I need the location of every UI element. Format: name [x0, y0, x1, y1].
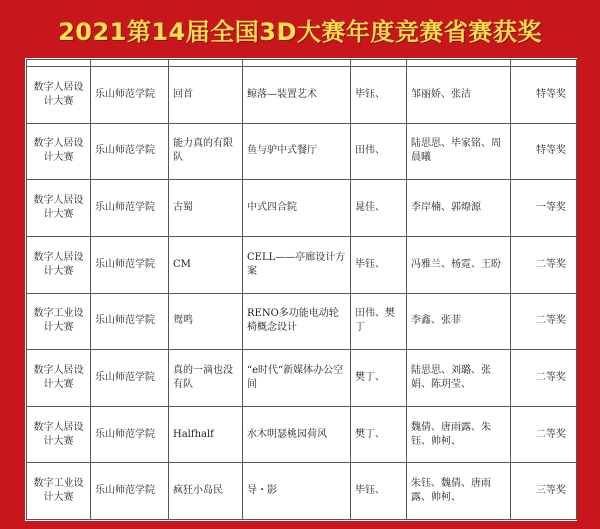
cell-work: “e时代“新媒体办公空间 — [243, 350, 351, 407]
cell-work: 鲸落—装置艺术 — [243, 67, 351, 124]
awards-table-sheet — [25, 58, 577, 521]
cell-award: 一等奖 — [511, 180, 577, 237]
cell-teacher: 毕钰、 — [351, 67, 407, 124]
page-title: 2021第14届全国3D大赛年度竞赛省赛获奖 — [58, 17, 542, 46]
cell-award: 特等奖 — [511, 123, 577, 180]
cell-teacher: 晁佳、 — [351, 180, 407, 237]
cell-students: 陆思思、毕家铭、周晨曦 — [407, 123, 511, 180]
cell-work: 鱼与驴中式餐厅 — [243, 123, 351, 180]
cell-students: 邹丽娇、张洁 — [407, 67, 511, 124]
cell-teacher: 毕钰、 — [351, 236, 407, 293]
cell-teacher: 田伟、樊丁 — [351, 293, 407, 350]
cell-students: 朱钰、魏倩、唐雨露、帅柯、 — [407, 463, 511, 520]
cell-team: 鸳鸣 — [169, 293, 243, 350]
cell-school: 乐山师范学院 — [91, 463, 169, 520]
cell-category: 数字人居设计大赛 — [27, 236, 91, 293]
cell-teacher: 樊丁、 — [351, 406, 407, 463]
table-top-gap-row — [27, 60, 577, 67]
cell-school: 乐山师范学院 — [91, 293, 169, 350]
cell-students: 冯雅兰、杨霓、王盼 — [407, 236, 511, 293]
cell-work: 水木明瑟桃园荷风 — [243, 406, 351, 463]
cell-award: 二等奖 — [511, 293, 577, 350]
cell-work: 导・影 — [243, 463, 351, 520]
awards-table — [26, 59, 577, 520]
cell-students: 李岸楠、郭燎源 — [407, 180, 511, 237]
cell-category: 数字人居设计大赛 — [27, 123, 91, 180]
cell-work: 中式四合院 — [243, 180, 351, 237]
table-row — [27, 67, 577, 124]
cell-work: RENO多功能电动轮椅概念设计 — [243, 293, 351, 350]
cell-category: 数字工业设计大赛 — [27, 293, 91, 350]
cell-team: Halfhalf — [169, 406, 243, 463]
cell-award: 三等奖 — [511, 463, 577, 520]
cell-team: 回首 — [169, 67, 243, 124]
table-row — [27, 180, 577, 237]
table-row — [27, 406, 577, 463]
table-row — [27, 293, 577, 350]
cell-students: 魏倩、唐雨露、朱钰、帅柯、 — [407, 406, 511, 463]
cell-team: 真的一滴也没有队 — [169, 350, 243, 407]
cell-team: 古蜀 — [169, 180, 243, 237]
cell-school: 乐山师范学院 — [91, 236, 169, 293]
cell-students: 陆思思、刘璐、张娟、陈玥莹、 — [407, 350, 511, 407]
cell-category: 数字人居设计大赛 — [27, 67, 91, 124]
cell-team: 能力真的有限队 — [169, 123, 243, 180]
table-row — [27, 463, 577, 520]
cell-award: 二等奖 — [511, 236, 577, 293]
cell-category: 数字人居设计大赛 — [27, 350, 91, 407]
table-row — [27, 236, 577, 293]
table-row — [27, 123, 577, 180]
cell-school: 乐山师范学院 — [91, 406, 169, 463]
cell-school: 乐山师范学院 — [91, 350, 169, 407]
cell-award: 特等奖 — [511, 67, 577, 124]
cell-school: 乐山师范学院 — [91, 67, 169, 124]
cell-category: 数字人居设计大赛 — [27, 180, 91, 237]
cell-teacher: 田伟、 — [351, 123, 407, 180]
cell-category: 数字人居设计大赛 — [27, 406, 91, 463]
cell-category: 数字工业设计大赛 — [27, 463, 91, 520]
cell-award: 二等奖 — [511, 406, 577, 463]
cell-team: CM — [169, 236, 243, 293]
cell-award: 二等奖 — [511, 350, 577, 407]
cell-teacher: 毕钰、 — [351, 463, 407, 520]
cell-team: 疯狂小岛民 — [169, 463, 243, 520]
cell-teacher: 樊丁、 — [351, 350, 407, 407]
table-row — [27, 350, 577, 407]
cell-school: 乐山师范学院 — [91, 123, 169, 180]
cell-students: 李鑫、张菲 — [407, 293, 511, 350]
cell-school: 乐山师范学院 — [91, 180, 169, 237]
cell-work: CELL——亭廊设计方案 — [243, 236, 351, 293]
